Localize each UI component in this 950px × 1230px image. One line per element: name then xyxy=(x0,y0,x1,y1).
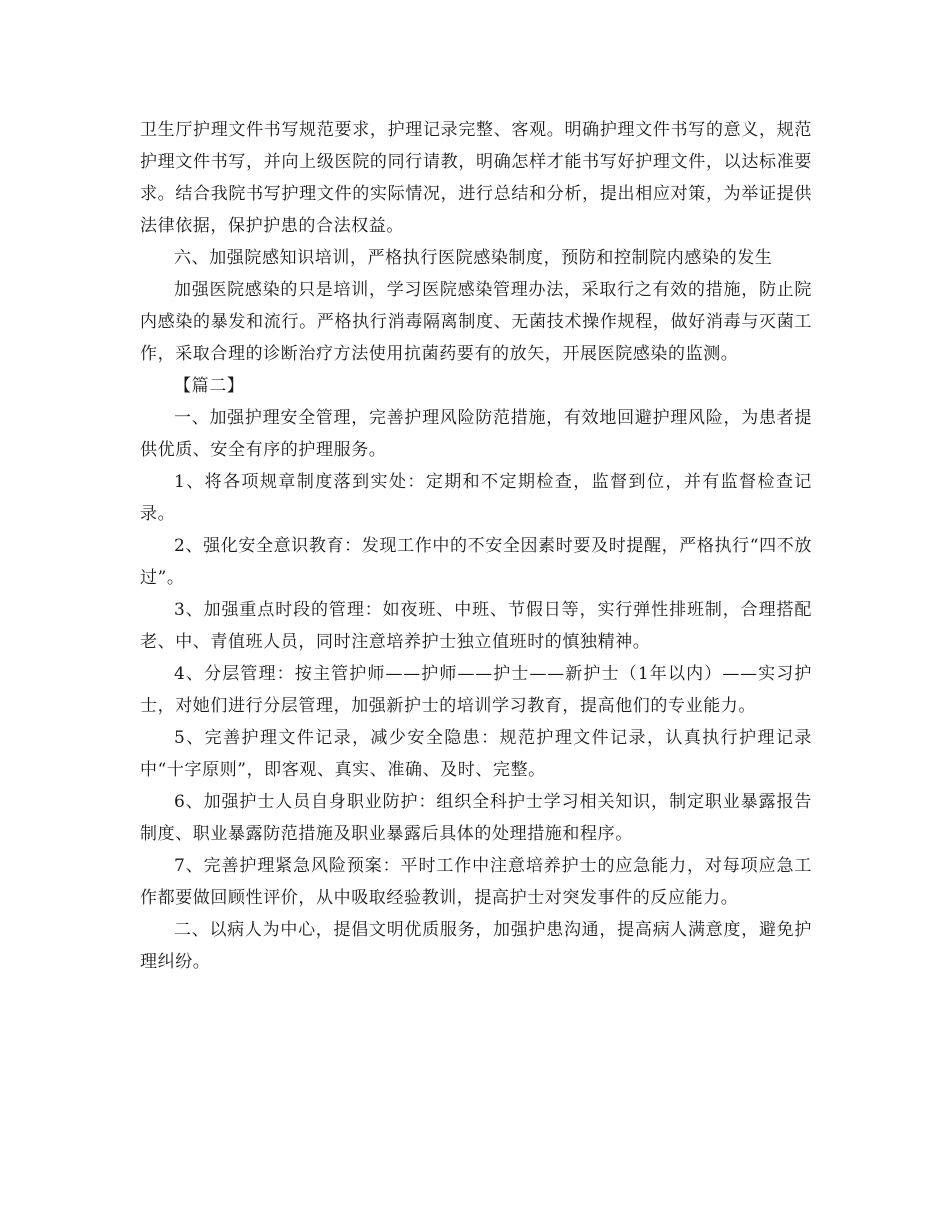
document-body xyxy=(140,114,812,978)
list-item: 2、强化安全意识教育：发现工作中的不安全因素时要及时提醒，严格执行“四不放过”。 xyxy=(140,536,812,588)
list-item: 7、完善护理紧急风险预案：平时工作中注意培养护士的应急能力，对每项应急工作都要做回顾性评价，从中吸取经验教训，提高护士对突发事件的反应能力。 xyxy=(140,856,812,908)
paragraph: 一、加强护理安全管理，完善护理风险防范措施，有效地回避护理风险，为患者提供优质、安全有序的护理服务。 xyxy=(140,408,812,460)
part-heading: 【篇二】 xyxy=(174,376,245,396)
list-item: 3、加强重点时段的管理：如夜班、中班、节假日等，实行弹性排班制，合理搭配老、中、青值班人员，同时注意培养护士独立值班时的慎独精神。 xyxy=(140,600,812,652)
paragraph: 卫生厅护理文件书写规范要求，护理记录完整、客观。明确护理文件书写的意义，规范护理文件书写，并向上级医院的同行请教，明确怎样才能书写好护理文件，以达标准要求。结合我院书写护理文件的实际情况，进行总结和分析，提出相应对策，为举证提供法律依据，保护护患的合法权益。 xyxy=(140,120,812,236)
list-item: 4、分层管理：按主管护师——护师——护士——新护士（1年以内）——实习护士，对她们进行分层管理，加强新护士的培训学习教育，提高他们的专业能力。 xyxy=(140,664,812,716)
list-item: 1、将各项规章制度落到实处：定期和不定期检查，监督到位，并有监督检查记录。 xyxy=(140,472,812,524)
list-item: 6、加强护士人员自身职业防护：组织全科护士学习相关知识，制定职业暴露报告制度、职业暴露防范措施及职业暴露后具体的处理措施和程序。 xyxy=(140,792,812,844)
paragraph: 加强医院感染的只是培训，学习医院感染管理办法，采取行之有效的措施，防止院内感染的暴发和流行。严格执行消毒隔离制度、无菌技术操作规程，做好消毒与灭菌工作，采取合理的诊断治疗方法使用抗菌药要有的放矢，开展医院感染的监测。 xyxy=(140,280,812,364)
section-heading: 六、加强院感知识培训，严格执行医院感染制度，预防和控制院内感染的发生 xyxy=(174,248,773,268)
list-item: 5、完善护理文件记录，减少安全隐患：规范护理文件记录，认真执行护理记录中“十字原则”，即客观、真实、准确、及时、完整。 xyxy=(140,728,812,780)
paragraph: 二、以病人为中心，提倡文明优质服务，加强护患沟通，提高病人满意度，避免护理纠纷。 xyxy=(140,920,812,972)
